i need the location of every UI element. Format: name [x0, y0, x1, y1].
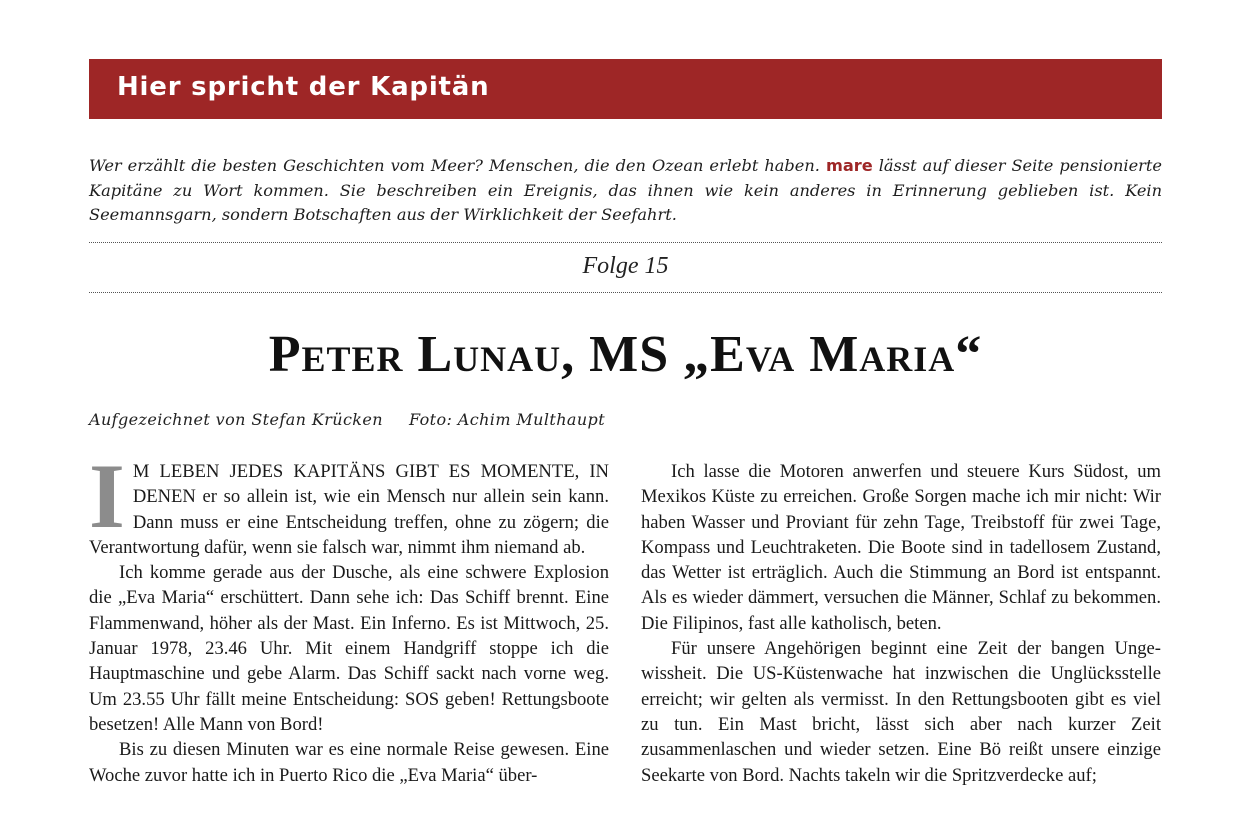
- drop-cap: I: [89, 445, 125, 547]
- article-column-right: [641, 459, 1161, 788]
- article-paragraph: Bis zu diesen Minuten war es eine normale Reise gewesen. Eine Woche zuvor hatte ich in Puerto Rico die „Eva Maria“ über-: [89, 739, 609, 786]
- article-column-left: [89, 445, 609, 788]
- section-title: Hier spricht der Kapitän: [117, 72, 490, 102]
- dotted-divider-bottom: [89, 292, 1162, 293]
- article-paragraph: [89, 445, 609, 560]
- intro-paragraph: [89, 154, 1162, 228]
- byline: [89, 410, 605, 429]
- byline-photo: Foto: Achim Multhaupt: [408, 410, 606, 429]
- intro-text-end: lässt auf dieser Seite pensionierte Kapitäne zu Wort kommen. Sie beschreiben ein Ereignis, das ihnen wie kein anderes in Erinnerung geblieben ist. Kein Seemannsgarn, sondern Botschaften aus der Wirklichkeit der Seefahrt.: [89, 156, 1162, 224]
- byline-author: Aufgezeichnet von Stefan Krücken: [89, 410, 383, 429]
- section-banner: [89, 59, 1162, 119]
- paragraph-text: er so allein ist, wie ein Mensch nur allein sein kann. Dann muss er eine Entscheidung treffen, ohne zu zögern; die Verantwortung dafür, wenn sie falsch war, nimmt ihm niemand ab.: [89, 486, 609, 558]
- article-paragraph: Ich lasse die Motoren anwerfen und steuere Kurs Südost, um Mexikos Küste zu erreichen. Große Sorgen mache ich mir nicht: Wir haben Wasser und Proviant für zehn Tage, Treibstoff für zwei Tage, Kompass und Leuchtraketen. Die Boote sind in tadellosem Zustand, das Wetter ist erträglich. Auch die Stimmung an Bord ist entspannt. Als es wieder dämmert, versuchen die Männer, Schlaf zu bekommen. Die Filipinos, fast alle katholisch, beten.: [641, 461, 1161, 634]
- brand-name: mare: [825, 156, 873, 175]
- lead-in-caps: M LEBEN JEDES KAPITÄNS GIBT ES MOMENTE, IN DENEN: [132, 461, 609, 508]
- intro-text-start: Wer erzählt die besten Geschichten vom Meer? Menschen, die den Ozean erlebt haben.: [89, 156, 826, 175]
- article-paragraph: Ich komme gerade aus der Dusche, als eine schwere Explosion die „Eva Maria“ erschüttert. Dann sehe ich: Das Schiff brennt. Eine Flammenwand, höher als der Mast. Ein Inferno. Es ist Mittwoch, 25. Januar 1978, 23.46 Uhr. Mit einem Handgriff stoppe ich die Hauptmaschine und gebe Alarm. Das Schiff sackt nach vorne weg. Um 23.55 Uhr fällt meine Entscheidung: SOS geben! Rettungsboote besetzen! Alle Mann von Bord!: [89, 562, 609, 735]
- article-paragraph: Für unsere Angehörigen beginnt eine Zeit der bangen Ungewissheit. Die US-Küstenwache hat inzwischen die Unglücksstelle erreicht; wir gelten als vermisst. In den Rettungsbooten gibt es viel zu tun. Ein Mast bricht, lässt sich aber nach kurzer Zeit zusammenlaschen und wieder setzen. Eine Bö reißt unsere einzige Seekarte von Bord. Nachts takeln wir die Spritzverdecke auf;: [641, 638, 1161, 786]
- dotted-divider-top: [89, 242, 1162, 243]
- episode-label: Folge 15: [582, 253, 669, 279]
- article-headline: Peter Lunau, MS „Eva Maria“: [268, 326, 983, 383]
